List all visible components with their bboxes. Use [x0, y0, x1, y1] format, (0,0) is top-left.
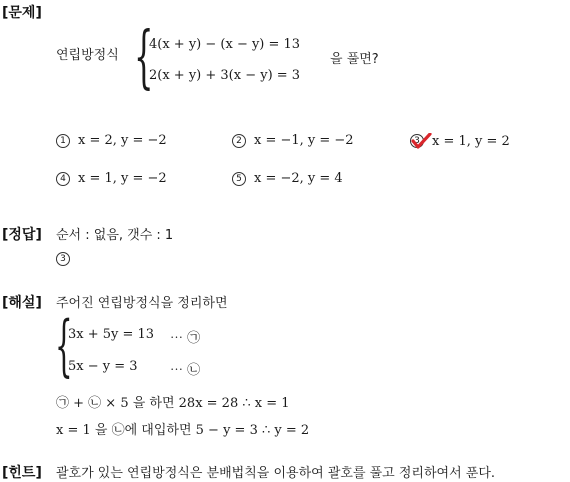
option-5[interactable]	[232, 171, 343, 186]
option-text: x = 1, y = 2	[432, 134, 510, 149]
problem-eq1: 4(x + y) − (x − y) = 13	[149, 37, 301, 52]
option-text: x = −1, y = −2	[254, 133, 354, 148]
check-mark-icon	[410, 133, 426, 147]
solution-intro: 주어진 연립방정식을 정리하면	[56, 296, 228, 311]
option-3[interactable]	[410, 133, 510, 149]
option-text: x = −2, y = 4	[254, 171, 343, 186]
solution-step2: x = 1 을 ㉡에 대입하면 5 − y = 3 ∴ y = 2	[56, 423, 310, 438]
hint-text: 괄호가 있는 연립방정식은 분배법칙을 이용하여 괄호를 풀고 정리하여서 푼다.	[56, 466, 496, 481]
option-1[interactable]	[56, 133, 167, 148]
solution-eq2: 5x − y = 3	[68, 359, 138, 374]
solution-eq1-mark: ⋯ ㉠	[170, 331, 201, 346]
option-number: 5	[232, 172, 246, 186]
answer-tag: [정답]	[2, 227, 42, 243]
option-text: x = 2, y = −2	[78, 133, 167, 148]
problem-intro: 연립방정식	[56, 48, 119, 63]
solution-step1: ㉠ + ㉡ × 5 을 하면 28x = 28 ∴ x = 1	[56, 396, 290, 411]
option-4[interactable]	[56, 171, 167, 186]
option-number: 2	[232, 134, 246, 148]
option-number: 4	[56, 172, 70, 186]
answer-number-icon: 3	[56, 252, 70, 266]
option-number: 3	[410, 134, 424, 148]
answer-value	[56, 247, 70, 266]
solution-eq2-mark: ⋯ ㉡	[170, 363, 201, 378]
hint-tag: [힌트]	[2, 465, 42, 481]
option-2[interactable]	[232, 133, 354, 148]
option-text: x = 1, y = −2	[78, 171, 167, 186]
solution-eq1: 3x + 5y = 13	[68, 327, 155, 342]
system-brace: {	[134, 18, 154, 97]
solution-tag: [해설]	[2, 295, 42, 311]
answer-line: 순서 : 없음, 갯수 : 1	[56, 228, 174, 243]
problem-suffix: 을 풀면?	[330, 52, 379, 67]
problem-tag: [문제]	[2, 5, 42, 21]
option-number: 1	[56, 134, 70, 148]
problem-eq2: 2(x + y) + 3(x − y) = 3	[149, 68, 301, 83]
solution-system-brace: {	[55, 307, 73, 384]
